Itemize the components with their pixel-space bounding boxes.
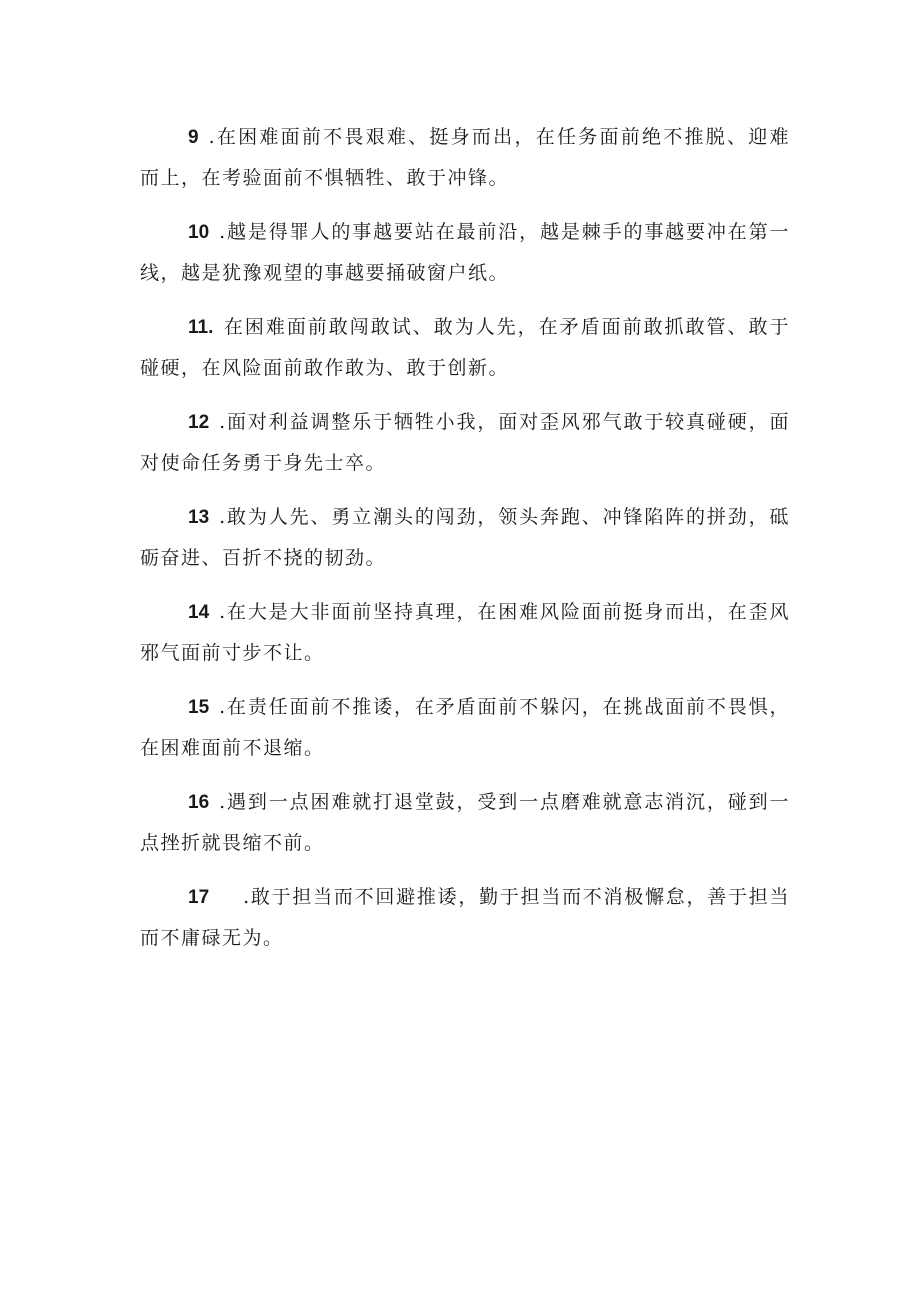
item-text: .敢为人先、勇立潮头的闯劲，领头奔跑、冲锋陷阵的拼劲，砥砺奋进、百折不挠的韧劲。 xyxy=(140,506,790,569)
list-item xyxy=(140,592,790,674)
list-item xyxy=(140,877,790,959)
item-text: .面对利益调整乐于牺牲小我，面对歪风邪气敢于较真碰硬，面对使命任务勇于身先士卒。 xyxy=(140,411,790,474)
item-number: 17 xyxy=(188,887,210,908)
item-text: .在责任面前不推诿，在矛盾面前不躲闪，在挑战面前不畏惧，在困难面前不退缩。 xyxy=(140,696,790,759)
item-text: .遇到一点困难就打退堂鼓，受到一点磨难就意志消沉，碰到一点挫折就畏缩不前。 xyxy=(140,791,790,854)
list-item xyxy=(140,497,790,579)
list-item xyxy=(140,212,790,294)
item-number: 13 xyxy=(188,507,210,528)
item-number: 16 xyxy=(188,792,210,813)
item-text: .敢于担当而不回避推诿，勤于担当而不消极懈怠，善于担当而不庸碌无为。 xyxy=(140,886,790,949)
item-number: 10 xyxy=(188,222,210,243)
item-number: 11. xyxy=(188,317,214,338)
list-item xyxy=(140,402,790,484)
list-item xyxy=(140,117,790,199)
list-item xyxy=(140,687,790,769)
item-number: 14 xyxy=(188,602,210,623)
item-number: 12 xyxy=(188,412,210,433)
item-number: 9 xyxy=(188,127,199,148)
item-text: .在困难面前不畏艰难、挺身而出，在任务面前绝不推脱、迎难而上，在考验面前不惧牺牲、敢于冲锋。 xyxy=(140,126,790,189)
item-text: 在困难面前敢闯敢试、敢为人先，在矛盾面前敢抓敢管、敢于碰硬，在风险面前敢作敢为、敢于创新。 xyxy=(140,316,790,379)
document-body xyxy=(140,117,790,972)
list-item xyxy=(140,782,790,864)
list-item xyxy=(140,307,790,389)
item-number: 15 xyxy=(188,697,210,718)
item-text: .在大是大非面前坚持真理，在困难风险面前挺身而出，在歪风邪气面前寸步不让。 xyxy=(140,601,790,664)
item-text: .越是得罪人的事越要站在最前沿，越是棘手的事越要冲在第一线，越是犹豫观望的事越要捅破窗户纸。 xyxy=(140,221,790,284)
